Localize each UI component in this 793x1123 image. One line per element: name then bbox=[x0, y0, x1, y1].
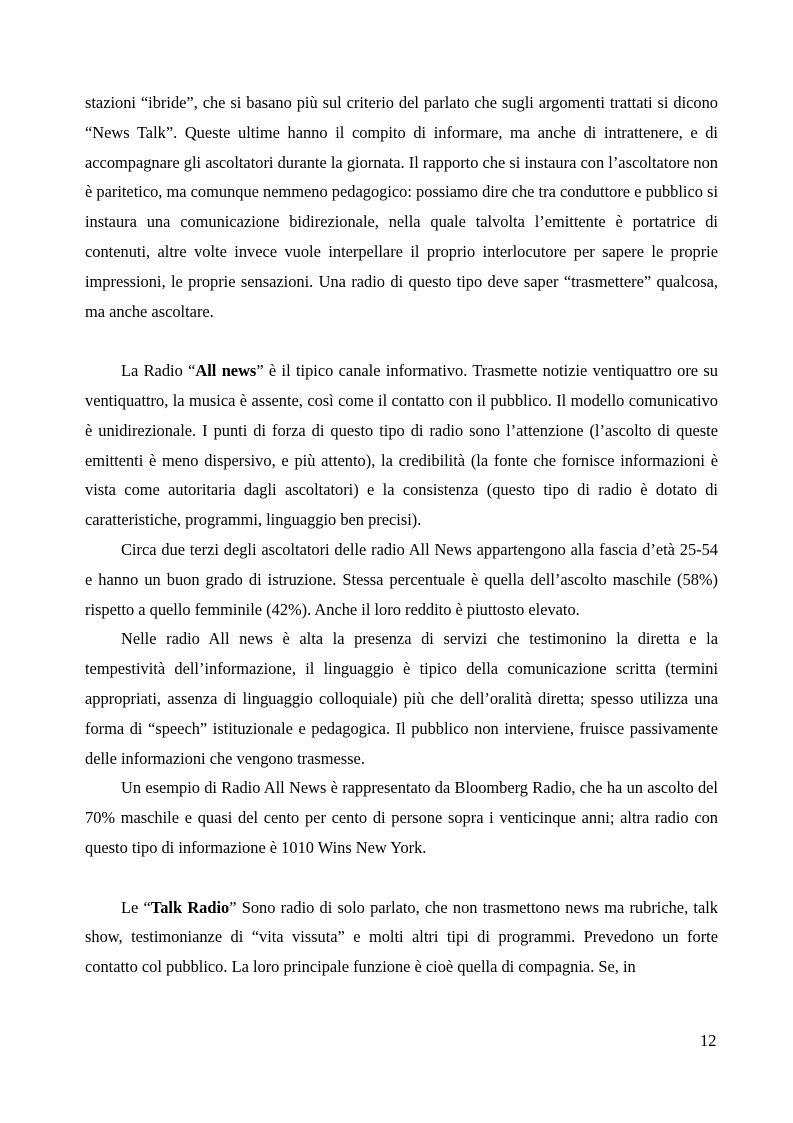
paragraph-text: ” è il tipico canale informativo. Trasmette notizie ventiquattro ore su ventiquattro, la musica è assente, così come il contatto con il pubblico. Il modello comunicativo è unidirezionale. I punti di forza di questo tipo di radio sono l’attenzione (l’ascolto di queste emittenti è meno dispersivo, e più attento), la credibilità (la fonte che fornisce informazioni è vista come autoritaria dagli ascoltatori) e la consistenza (questo tipo di radio è dotato di caratteristiche, programmi, linguaggio ben precisi). bbox=[85, 361, 718, 530]
page-number: 12 bbox=[700, 1031, 717, 1050]
paragraph-text: ” Sono radio di solo parlato, che non trasmettono news ma rubriche, talk show, testimonianze di “vita vissuta” e molti altri tipi di programmi. Prevedono un forte contatto col pubblico. La loro principale funzione è cioè quella di compagnia. Se, in bbox=[85, 897, 718, 977]
paragraph-news-talk bbox=[85, 88, 718, 326]
paragraph-text: Le “ bbox=[121, 897, 151, 917]
paragraph-language bbox=[85, 624, 718, 773]
bold-term-talk-radio: Talk Radio bbox=[150, 897, 230, 917]
paragraph-audience bbox=[85, 535, 718, 624]
paragraph-text: Circa due terzi degli ascoltatori delle radio All News appartengono alla fascia d’età 25-54 e hanno un buon grado di istruzione. Stessa percentuale è quella dell’ascolto maschile (58%) rispetto a quello femminile (42%). Anche il loro reddito è piuttosto elevato. bbox=[85, 539, 718, 619]
paragraph-talk-radio bbox=[85, 893, 718, 982]
paragraph-example bbox=[85, 773, 718, 862]
paragraph-all-news bbox=[85, 356, 718, 535]
paragraph-text: Un esempio di Radio All News è rappresentato da Bloomberg Radio, che ha un ascolto del 70% maschile e quasi del cento per cento di persone sopra i venticinque anni; altra radio con questo tipo di informazione è 1010 Wins New York. bbox=[85, 778, 718, 857]
paragraph-text: stazioni “ibride”, che si basano più sul criterio del parlato che sugli argomenti trattati si dicono “News Talk”. Queste ultime hanno il compito di informare, ma anche di intrattenere, e di accompagnare gli ascoltatori durante la giornata. Il rapporto che si instaura con l’ascoltatore non è paritetico, ma comunque nemmeno pedagogico: possiamo dire che tra conduttore e pubblico si instaura una comunicazione bidirezionale, nella quale talvolta l’emittente è portatrice di contenuti, altre volte invece vuole interpellare il proprio interlocutore per sapere le proprie impressioni, le proprie sensazioni. Una radio di questo tipo deve saper “trasmettere” qualcosa, ma anche ascoltare. bbox=[85, 93, 718, 321]
bold-term-all-news: All news bbox=[195, 361, 257, 381]
paragraph-text: Nelle radio All news è alta la presenza di servizi che testimonino la diretta e la tempestività dell’informazione, il linguaggio è tipico della comunicazione scritta (termini appropriati, assenza di linguaggio colloquiale) più che dell’oralità diretta; spesso utilizza una forma di “speech” istituzionale e pedagogica. Il pubblico non interviene, fruisce passivamente delle informazioni che vengono trasmesse. bbox=[85, 629, 718, 768]
document-body bbox=[85, 88, 718, 982]
paragraph-text: La Radio “ bbox=[121, 361, 196, 381]
